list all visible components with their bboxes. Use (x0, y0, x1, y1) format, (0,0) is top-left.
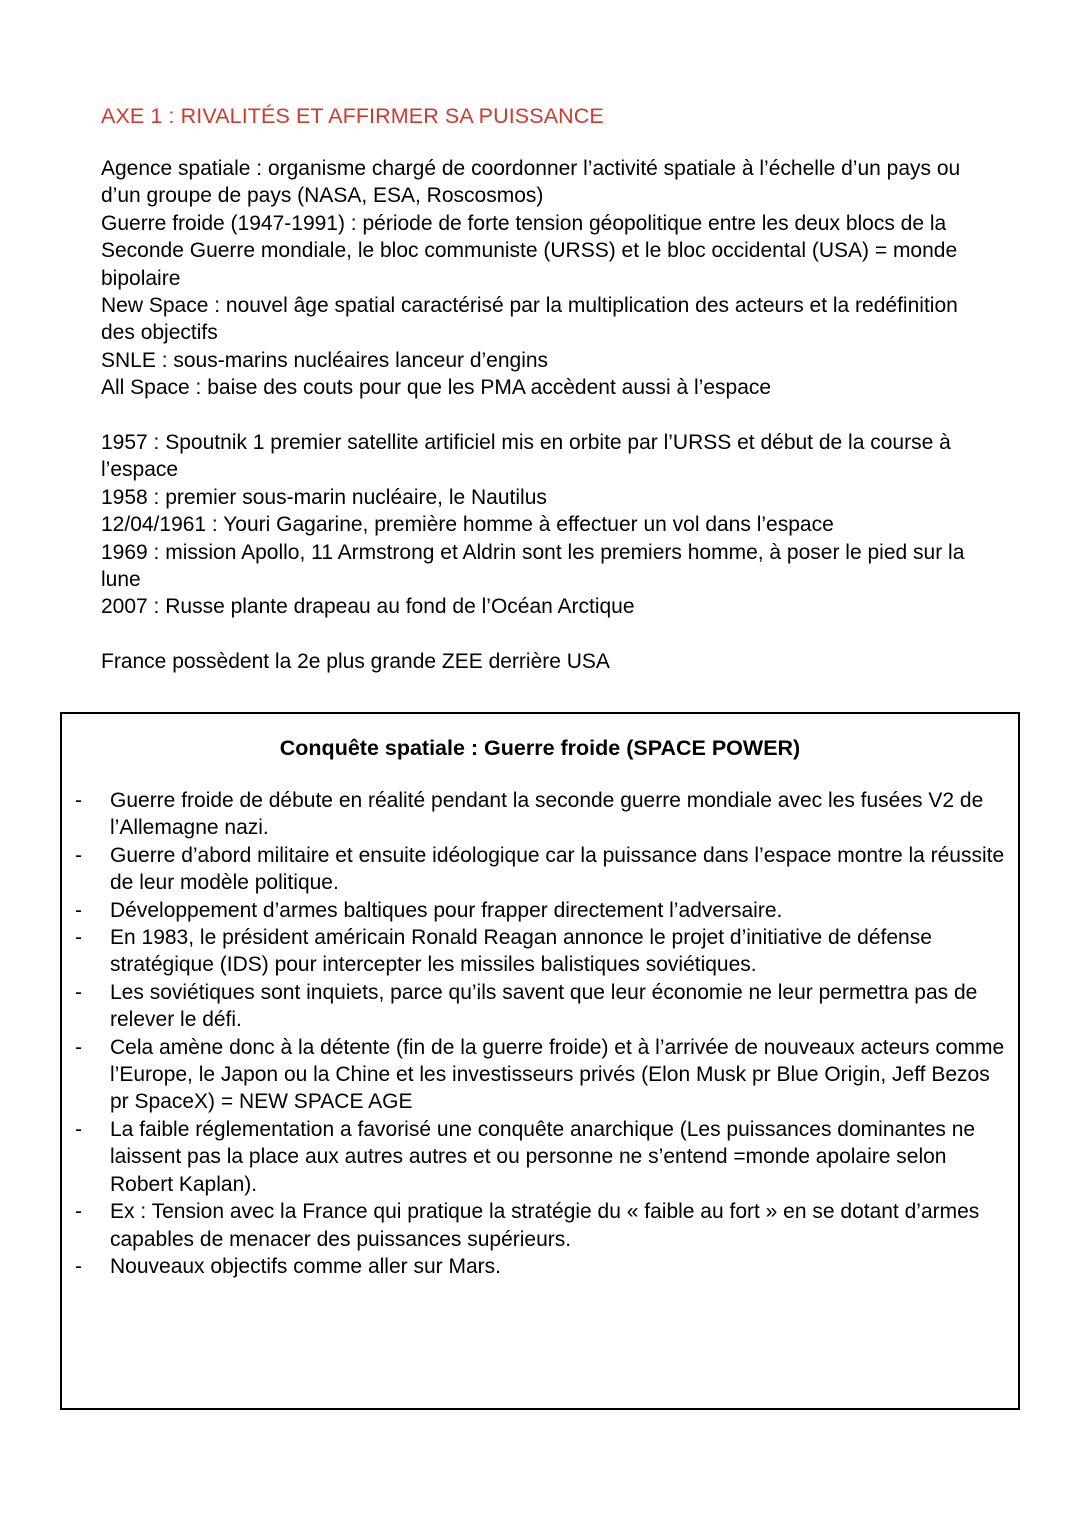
page-title: AXE 1 : RIVALITÉS ET AFFIRMER SA PUISSANCE (101, 104, 604, 128)
definition-line: Guerre froide (1947-1991) : période de forte tension géopolitique entre les deux blocs de la Seconde Guerre mondiale, le bloc communiste (URSS) et le bloc occidental (USA) = monde bipolaire (101, 211, 958, 290)
box-title: Conquête spatiale : Guerre froide (SPACE POWER) (279, 736, 801, 760)
list-item: - Guerre d’abord militaire et ensuite idéologique car la puissance dans l’espace montre la réussite de leur modèle politique. (74, 842, 1018, 897)
date-line: 2007 : Russe plante drapeau au fond de l’Océan Arctique (101, 595, 635, 619)
definition-line: SNLE : sous-marins nucléaires lanceur d’engins (101, 348, 549, 372)
list-item: - La faible réglementation a favorisé une conquête anarchique (Les puissances dominantes ne laissent pas la place aux autres autres et ou personne ne s’entend =monde apolaire selon Robert Kaplan). (74, 1116, 1018, 1198)
paragraph-spacer (101, 621, 981, 648)
box-bullet-list (62, 787, 1018, 1280)
date-line: 1957 : Spoutnik 1 premier satellite artificiel mis en orbite par l’URSS et début de la course à l’espace (101, 431, 951, 482)
date-line: 1958 : premier sous-marin nucléaire, le Nautilus (101, 485, 547, 509)
list-item: - Guerre froide de débute en réalité pendant la seconde guerre mondiale avec les fusées V2 de l’Allemagne nazi. (74, 787, 1018, 842)
list-item: - Nouveaux objectifs comme aller sur Mars. (74, 1253, 1018, 1280)
paragraph-spacer (101, 402, 981, 429)
notes-body (101, 155, 981, 676)
date-line: 1969 : mission Apollo, 11 Armstrong et Aldrin sont les premiers homme, à poser le pied sur la lune (101, 540, 965, 592)
definition-line: New Space : nouvel âge spatial caractérisé par la multiplication des acteurs et la redéfinition des objectifs (101, 294, 958, 345)
definition-line: All Space : baise des couts pour que les PMA accèdent aussi à l’espace (101, 376, 772, 400)
closing-note: France possèdent la 2e plus grande ZEE derrière USA (101, 650, 610, 674)
framed-box (60, 712, 1020, 1410)
definition-line: Agence spatiale : organisme chargé de coordonner l’activité spatiale à l’échelle d’un pays ou d’un groupe de pays (NASA, ESA, Roscosmos) (101, 157, 961, 208)
date-line: 12/04/1961 : Youri Gagarine, première homme à effectuer un vol dans l’espace (101, 513, 834, 537)
list-item: - Les soviétiques sont inquiets, parce qu’ils savent que leur économie ne leur permettra pas de relever le défi. (74, 979, 1018, 1034)
list-item: - En 1983, le président américain Ronald Reagan annonce le projet d’initiative de défense stratégique (IDS) pour intercepter les missiles balistiques soviétiques. (74, 924, 1018, 979)
list-item: - Cela amène donc à la détente (fin de la guerre froide) et à l’arrivée de nouveaux acteurs comme l’Europe, le Japon ou la Chine et les investisseurs privés (Elon Musk pr Blue Origin, Jeff Bezos pr SpaceX) = NEW SPACE AGE (74, 1034, 1018, 1116)
list-item: - Développement d’armes baltiques pour frapper directement l’adversaire. (74, 897, 1018, 924)
list-item: - Ex : Tension avec la France qui pratique la stratégie du « faible au fort » en se dotant d’armes capables de menacer des puissances supérieurs. (74, 1198, 1018, 1253)
